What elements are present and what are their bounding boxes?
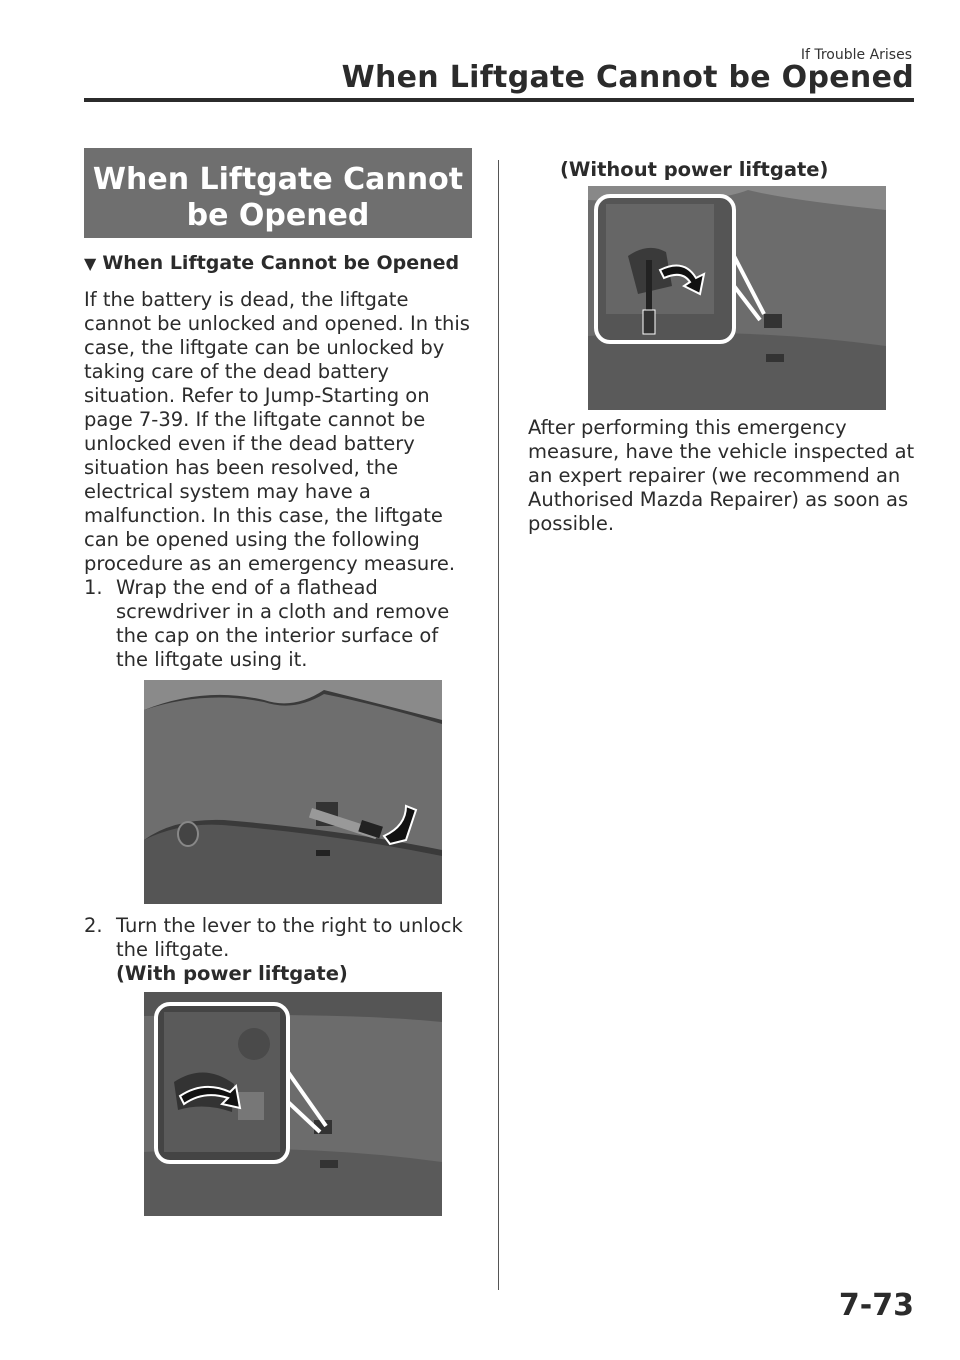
step-1-number: 1. [84, 576, 103, 599]
step-2-instruction: Turn the lever to the right to unlock the liftgate. [116, 914, 463, 961]
step-2-text [116, 914, 472, 986]
step-1 [84, 576, 472, 672]
figure-remove-cap-illustration [144, 680, 442, 904]
figure-without-power-liftgate-illustration [588, 186, 886, 410]
page-number: 7-73 [838, 1288, 914, 1323]
figure-without-power-liftgate [588, 186, 886, 410]
step-1-text: Wrap the end of a flathead screwdriver in a cloth and remove the cap on the interior surface of the liftgate using it. [116, 576, 450, 671]
header-title: When Liftgate Cannot be Opened [341, 60, 914, 95]
section-title-box: When Liftgate Cannot be Opened [84, 148, 472, 238]
with-power-liftgate-label: (With power liftgate) [116, 962, 348, 985]
header-rule [84, 98, 914, 102]
figure-with-power-liftgate [144, 992, 442, 1216]
triangle-down-icon: ▼ [84, 254, 97, 273]
figure-remove-cap [144, 680, 442, 904]
figure-with-power-liftgate-illustration [144, 992, 442, 1216]
column-divider [498, 160, 499, 1290]
right-column [528, 158, 918, 536]
intro-paragraph: If the battery is dead, the liftgate cannot be unlocked and opened. In this case, the liftgate can be unlocked by taking care of the dead battery situation. Refer to Jump-Starting on page 7-39. If the liftgate cannot be unlocked even if the dead battery situation has been resolved, the electrical system may have a malfunction. In this case, the liftgate can be opened using the following procedure as an emergency measure. [84, 288, 470, 575]
subheading [84, 252, 472, 274]
left-column [84, 148, 472, 1216]
header-section-label: If Trouble Arises [800, 47, 912, 63]
step-2 [84, 914, 472, 986]
without-power-liftgate-label: (Without power liftgate) [560, 158, 829, 181]
subheading-text: When Liftgate Cannot be Opened [102, 252, 460, 274]
closing-paragraph: After performing this emergency measure, have the vehicle inspected at an expert repairer (we recommend an Authorised Mazda Repairer) as soon as possible. [528, 416, 915, 535]
step-2-number: 2. [84, 914, 103, 937]
